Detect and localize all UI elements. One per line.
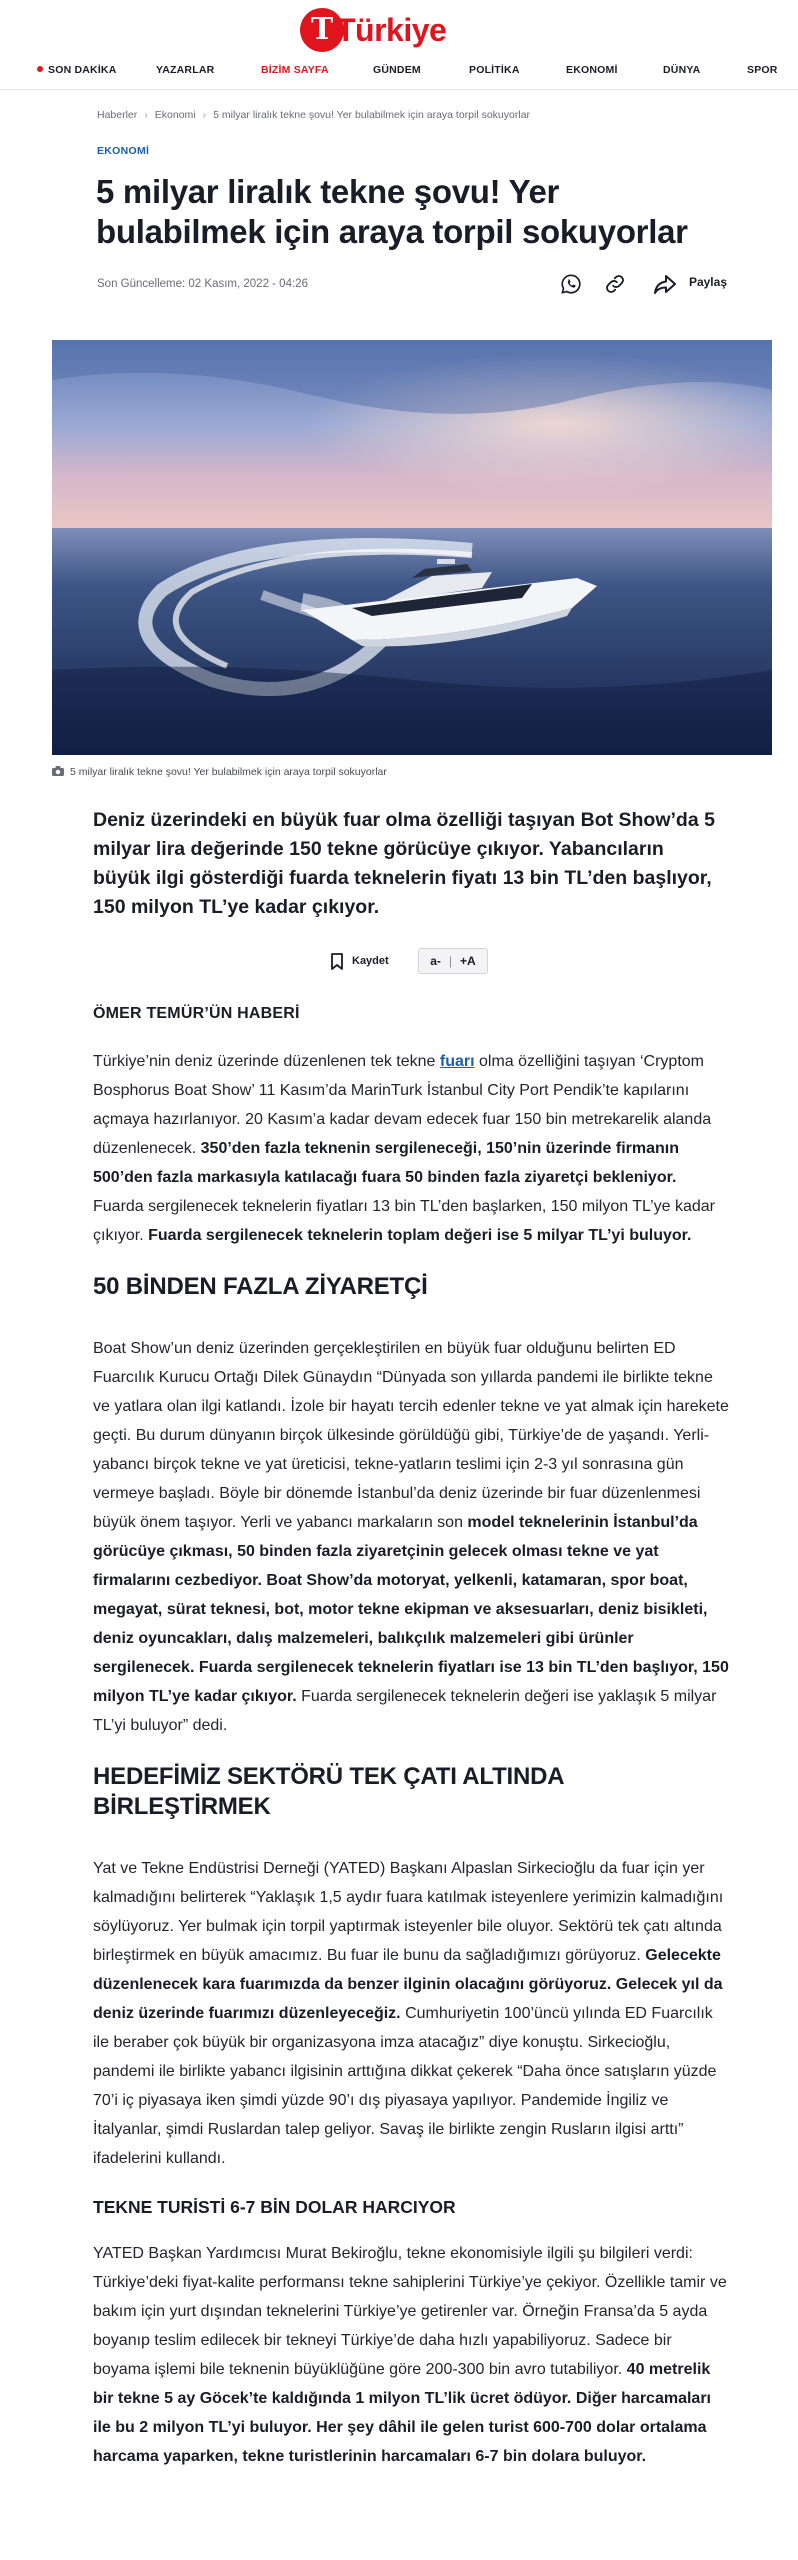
nav-item-son-dakika[interactable] [37, 64, 117, 76]
bold-text: 350’den fazla teknenin sergileneceği, 150’nin üzerinde firmanın 500’den fazla markasıyla katılacağı fuara 50 binden fazla ziyaretçi bekleniyor. [93, 1140, 680, 1186]
save-label: Kaydet [352, 955, 389, 967]
nav-label: SON DAKİKA [48, 64, 117, 76]
section-heading: 50 BİNDEN FAZLA ZİYARETÇİ [93, 1273, 428, 1300]
text: YATED Başkan Yardımcısı Murat Bekiroğlu, tekne ekonomisiyle ilgili şu bilgileri verdi: Türkiye’deki fiyat-kalite performansı tekne sahiplerini Türkiye’ye çekiyor. Özellikle tamir ve bakım için yurt dışından teknelerini Türkiye’ye getirenler var. Örneğin Fransa’da 5 ayda boyanıp teslim edilecek bir tekneyi Türkiye’de daha hızlı yapabiliyoruz. Sadece bir boyama işlemi bile teknenin büyüklüğüne göre 200-300 bin avro tutabiliyor. [93, 2245, 727, 2378]
breadcrumb-item-current: 5 milyar liralık tekne şovu! Yer bulabilmek için araya torpil sokuyorlar [213, 109, 531, 121]
logo-mark-icon: T [300, 8, 344, 52]
breadcrumb-item-ekonomi[interactable]: Ekonomi [154, 109, 196, 121]
bold-text: 40 metrelik bir tekne 5 ay Göcek’te kaldığında 1 milyon TL’lik ücret ödüyor. Diğer harcamaları ile bu 2 milyon TL’yi buluyor. Her şey dâhil ile gelen turist 600-700 dolar ortalama harcama yaparken, tekne turistlerinin harcamaları 6-7 bin dolara buluyor. [93, 2361, 711, 2465]
subsection-heading: TEKNE TURİSTİ 6-7 BİN DOLAR HARCIYOR [93, 2197, 456, 2217]
image-caption [52, 766, 387, 779]
text: Fuarda sergilenecek teknelerin değeri ise yaklaşık 5 milyar TL’yi buluyor” dedi. [93, 1688, 717, 1734]
breadcrumb [97, 109, 530, 121]
nav-item-gundem[interactable]: GÜNDEM [373, 64, 421, 76]
bold-text: Gelecekte düzenlenecek kara fuarımızda da benzer ilginin olacağını görüyoruz. Gelecek yıl da deniz üzerinde fuarımızı düzenleyeceğiz. [93, 1947, 723, 2022]
byline: ÖMER TEMÜR’ÜN HABERİ [93, 1005, 300, 1022]
text: Fuarda sergilenecek teknelerin fiyatları 13 bin TL’den başlarken, 150 milyon TL’ye kadar çıkıyor. [93, 1198, 715, 1244]
article-title: 5 milyar liralık tekne şovu! Yer bulabilmek için araya torpil sokuyorlar [96, 173, 688, 250]
caption-text: 5 milyar liralık tekne şovu! Yer bulabilmek için araya torpil sokuyorlar [70, 766, 387, 778]
font-increase-button[interactable]: +A [460, 954, 476, 968]
nav-item-dunya[interactable]: DÜNYA [663, 64, 701, 76]
share-bar [557, 270, 727, 300]
article-lead: Deniz üzerindeki en büyük fuar olma özelliği taşıyan Bot Show’da 5 milyar lira değerinde 150 tekne görücüye çıkıyor. Yabancıların büyük ilgi gösterdiği fuarda teknelerin fiyatı 13 bin TL’den başlıyor, 150 milyon TL’ye kadar çıkıyor. [93, 809, 715, 918]
breadcrumb-item-haberler[interactable]: Haberler [97, 109, 138, 121]
paragraph [93, 1854, 731, 2173]
whatsapp-icon[interactable] [557, 270, 585, 298]
article-meta [97, 275, 727, 308]
divider: | [448, 954, 453, 968]
share-button[interactable]: Paylaş [688, 275, 727, 289]
article-body [93, 1003, 731, 2493]
chevron-right-icon: › [202, 109, 207, 121]
category-label[interactable]: EKONOMİ [97, 145, 150, 157]
nav-item-ekonomi[interactable]: EKONOMİ [566, 64, 618, 76]
fuar-link[interactable]: fuarı [439, 1053, 475, 1070]
nav-item-spor[interactable]: SPOR [747, 64, 778, 76]
font-decrease-button[interactable]: a- [430, 954, 441, 968]
site-logo[interactable] [294, 6, 464, 56]
font-size-control [418, 948, 488, 974]
save-button[interactable] [330, 948, 389, 974]
main-nav [0, 64, 798, 84]
text: Cumhuriyetin 100’üncü yılında ED Fuarcılık ile beraber çok büyük bir organizasyona imza atacağız” diye konuştu. Sirkecioğlu, pandemi ile birlikte yabancı ilgisinin arttığına dikkat çekerek “Daha önce satışların yüzde 70’i iç piyasaya iken şimdi yüzde 90’ı dış piyasaya yapılıyor. Pandemide İngiliz ve İtalyanlar, şimdi Ruslardan talep geliyor. Savaş ile birlikte zengin Rusların ilgisi arttı” ifadelerini kullandı. [93, 2005, 717, 2167]
text: olma özelliğini taşıyan ‘Cryptom Bosphorus Boat Show’ 11 Kasım’da MarinTurk İstanbul City Port Pendik’te kapılarını açmaya hazırlanıyor. 20 Kasım’a kadar devam edecek fuar 150 bin metrekarelik alanda düzenlenecek. [93, 1053, 712, 1157]
section-heading: HEDEFİMİZ SEKTÖRÜ TEK ÇATI ALTINDA BİRLEŞTİRMEK [93, 1763, 564, 1820]
bookmark-icon [330, 953, 344, 970]
site-header [0, 0, 798, 90]
updated-date: Son Güncelleme: 02 Kasım, 2022 - 04:26 [97, 278, 308, 290]
nav-item-yazarlar[interactable]: YAZARLAR [156, 64, 215, 76]
copy-link-icon[interactable] [601, 270, 629, 298]
logo-text: Türkiye [336, 12, 447, 48]
paragraph [93, 2239, 731, 2471]
bold-text: model teknelerinin İstanbul’da görücüye çıkması, 50 binden fazla ziyaretçinin gelecek olması tekne ve yat firmalarını cezbediyor. Boat Show’da motoryat, yelkenli, katamaran, spor boat, megayat, sürat teknesi, bot, motor tekne ekipman ve aksesuarları, deniz bisikleti, deniz oyuncakları, dalış malzemeleri, balıkçılık malzemeleri gibi ürünler sergilenecek. Fuarda sergilenecek teknelerin fiyatları ise 13 bin TL’den başlıyor, 150 milyon TL’ye kadar çıkıyor. [93, 1514, 729, 1705]
text: Yat ve Tekne Endüstrisi Derneği (YATED) Başkanı Alpaslan Sirkecioğlu da fuar için yer kalmadığını belirterek “Yaklaşık 1,5 aydır fuara katılmak isteyenlere yerimizin kalmadığını söylüyoruz. Yer bulmak için torpil yaptırmak isteyenler bile oluyor. Sektörü tek çatı altında birleştirmek en büyük amacımız. Bu fuar ile bunu da sağladığımızı görüyoruz. [93, 1860, 724, 1964]
live-dot-icon [37, 66, 43, 72]
nav-item-bizim-sayfa[interactable]: BİZİM SAYFA [261, 64, 329, 76]
nav-item-politika[interactable]: POLİTİKA [469, 64, 520, 76]
hero-image [52, 340, 772, 755]
text: Boat Show’un deniz üzerinden gerçekleştirilen en büyük fuar olduğunu belirten ED Fuarcılık Kurucu Ortağı Dilek Günaydın “Dünyada son yıllarda pandemi ile birlikte tekne ve yatlara olan ilgi katlandı. İzole bir hayatı tercih edenler tekne ve yat almak için harekete geçti. Bu durum dünyanın birçok ülkesinde görüldüğü gibi, Türkiye’de de yaşandı. Yerli-yabancı birçok tekne ve yat üreticisi, tekne-yatların teslimi için 2-3 yıl sonrasına gün vermeye başladı. Böyle bir dönemde İstanbul’da deniz üzerinde bir fuar düzenlenmesi büyük önem taşıyor. Yerli ve yabancı markaların son [93, 1340, 729, 1531]
paragraph [93, 1047, 731, 1250]
paragraph [93, 1334, 731, 1740]
share-icon[interactable] [651, 270, 679, 298]
text: Türkiye’nin deniz üzerinde düzenlenen tek tekne [93, 1053, 440, 1070]
camera-icon [52, 766, 64, 779]
bold-text: Fuarda sergilenecek teknelerin toplam değeri ise 5 milyar TL’yi buluyor. [148, 1227, 692, 1244]
chevron-right-icon: › [144, 109, 148, 121]
